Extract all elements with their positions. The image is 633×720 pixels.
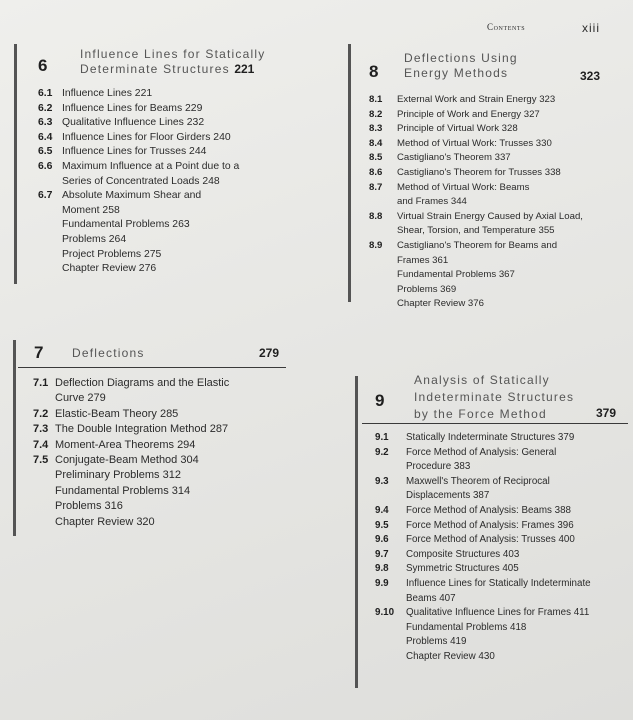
toc-entry: [38, 218, 288, 233]
section-title: Force Method of Analysis: Trusses 400: [406, 534, 575, 546]
section-number: 7.2: [33, 407, 49, 420]
toc-entry: [38, 116, 288, 131]
section-title: Chapter Review 430: [406, 650, 495, 662]
section-title: External Work and Strain Energy 323: [397, 94, 556, 105]
section-number: 6.5: [38, 146, 53, 158]
section-title: Castigliano's Theorem 337: [397, 152, 511, 164]
section-title: Deflection Diagrams and the Elastic Curve 279: [55, 377, 230, 405]
running-head: Contents: [487, 22, 526, 32]
section-title: Composite Structures 403: [406, 548, 520, 560]
toc-entry: [38, 189, 288, 218]
section-title: Castigliano's Theorem for Beams and Frames 361: [397, 239, 558, 266]
section-title: Influence Lines for Trusses 244: [62, 146, 207, 158]
toc-entry: [38, 233, 288, 248]
section-number: 9.3: [375, 475, 389, 487]
section-title: Influence Lines for Statically Indeterminate Beams 407: [406, 577, 591, 604]
section-number: 8.5: [369, 152, 383, 164]
chapter-title-line: Analysis of Statically: [414, 373, 550, 387]
toc-entry: [375, 606, 627, 621]
chapter-title-line: Deflections Using: [404, 51, 518, 65]
toc-entry: [375, 475, 627, 504]
section-number: 8.3: [369, 123, 383, 135]
divider: [18, 367, 286, 368]
toc-entry: [369, 210, 631, 239]
section-number: 6.7: [38, 190, 53, 202]
chapter-title-text: Determinate Structures: [80, 62, 230, 76]
section-list: [369, 93, 631, 312]
section-number: 9.4: [375, 504, 389, 516]
toc-entry: [375, 431, 627, 446]
section-number: 6.1: [38, 88, 53, 99]
chapter-title: [72, 346, 145, 361]
section-title: Elastic-Beam Theory 285: [55, 407, 179, 420]
chapter-title: [414, 372, 574, 423]
section-number: 9.7: [375, 548, 389, 560]
section-title: Chapter Review 376: [397, 298, 484, 310]
section-number: 9.1: [375, 432, 389, 443]
section-list: [375, 431, 627, 665]
toc-entry: [375, 635, 627, 650]
section-list: [38, 87, 288, 277]
toc-entry: [38, 145, 288, 160]
section-title: Virtual Strain Energy Caused by Axial Load, Shear, Torsion, and Temperature 355: [397, 210, 583, 237]
toc-entry: [375, 533, 627, 548]
toc-entry: [33, 438, 283, 453]
section-title: Moment-Area Theorems 294: [55, 438, 196, 451]
section-number: 8.1: [369, 94, 383, 105]
section-title: Project Problems 275: [62, 248, 162, 260]
section-title: Method of Virtual Work: Trusses 330: [397, 137, 552, 149]
section-title: Symmetric Structures 405: [406, 563, 519, 575]
toc-entry: [375, 562, 627, 577]
toc-entry: [369, 181, 631, 210]
toc-entry: [369, 137, 631, 152]
section-title: Influence Lines 221: [62, 88, 153, 99]
chapter-page: 279: [259, 346, 280, 360]
toc-entry: [375, 577, 627, 606]
page-header: [0, 22, 633, 42]
toc-entry: [369, 166, 631, 181]
section-number: 7.3: [33, 423, 49, 436]
toc-entry: [33, 484, 283, 499]
section-number: 6.3: [38, 117, 53, 129]
toc-entry: [375, 548, 627, 563]
toc-entry: [369, 268, 631, 283]
toc-entry: [369, 283, 631, 298]
toc-entry: [369, 297, 631, 312]
toc-entry: [369, 239, 631, 268]
section-title: Force Method of Analysis: Frames 396: [406, 519, 574, 531]
section-title: Preliminary Problems 312: [55, 469, 181, 482]
section-title: Influence Lines for Beams 229: [62, 102, 203, 114]
divider: [362, 423, 628, 424]
section-number: 7.4: [33, 438, 49, 451]
section-title: Fundamental Problems 418: [406, 621, 527, 633]
chapter-title-line: Indeterminate Structures: [414, 390, 575, 404]
toc-entry: [33, 453, 283, 468]
toc-entry: [375, 519, 627, 534]
section-number: 9.5: [375, 519, 389, 531]
section-title: Chapter Review 276: [62, 263, 157, 275]
section-number: 8.4: [369, 137, 383, 149]
section-title: Maximum Influence at a Point due to a Series of Concentrated Loads 248: [62, 160, 240, 187]
section-title: Problems 369: [397, 283, 457, 295]
section-number: 6.4: [38, 131, 53, 143]
section-title: Qualitative Influence Lines for Frames 411: [406, 607, 590, 619]
toc-entry: [38, 160, 288, 189]
section-title: Fundamental Problems 314: [55, 484, 191, 497]
toc-entry: [375, 621, 627, 636]
section-title: Maxwell's Theorem of Reciprocal Displacements 387: [406, 475, 550, 502]
toc-entry: [38, 102, 288, 117]
section-number: 9.9: [375, 577, 389, 589]
section-title: Qualitative Influence Lines 232: [62, 117, 205, 129]
section-title: Force Method of Analysis: General Procedure 383: [406, 446, 557, 473]
toc-entry: [38, 248, 288, 263]
section-number: 8.2: [369, 108, 383, 120]
section-title: Force Method of Analysis: Beams 388: [406, 504, 571, 516]
chapter-number: 7: [34, 343, 44, 362]
section-number: 8.9: [369, 239, 383, 251]
section-title: The Double Integration Method 287: [55, 423, 229, 436]
section-list: [33, 376, 283, 530]
section-title: Conjugate-Beam Method 304: [55, 454, 199, 467]
section-number: 7.5: [33, 454, 49, 467]
toc-entry: [33, 422, 283, 437]
section-number: 9.6: [375, 534, 389, 546]
chapter-page: 323: [580, 69, 601, 83]
toc-entry: [375, 446, 627, 475]
toc-entry: [33, 407, 283, 422]
section-number: 8.8: [369, 210, 383, 222]
chapter-title: [404, 51, 518, 81]
section-title: Principle of Virtual Work 328: [397, 123, 518, 135]
chapter-number: 9: [375, 391, 385, 410]
chapter-bar: [355, 376, 358, 688]
toc-entry: [369, 151, 631, 166]
chapter-title-line: [80, 62, 265, 77]
section-title: Problems 419: [406, 636, 467, 648]
section-title: Statically Indeterminate Structures 379: [406, 432, 575, 443]
section-number: 9.10: [375, 607, 395, 619]
chapter-title-line: Energy Methods: [404, 66, 509, 80]
toc-entry: [369, 93, 631, 108]
chapter-title: [80, 47, 265, 77]
chapter-number: 6: [38, 56, 48, 75]
toc-entry: [38, 262, 288, 277]
section-title: Influence Lines for Floor Girders 240: [62, 131, 231, 143]
toc-entry: [375, 650, 627, 665]
toc-entry: [369, 122, 631, 137]
section-title: Problems 264: [62, 233, 127, 245]
toc-entry: [375, 504, 627, 519]
chapter-page: 379: [596, 406, 617, 420]
section-title: Problems 316: [55, 500, 123, 513]
section-number: 8.7: [369, 181, 383, 193]
section-number: 8.6: [369, 166, 383, 178]
section-number: 6.6: [38, 160, 53, 172]
section-number: 9.8: [375, 563, 389, 575]
toc-entry: [33, 499, 283, 514]
section-number: 9.2: [375, 446, 389, 458]
toc-entry: [38, 87, 288, 102]
chapter-number: 8: [369, 62, 379, 81]
toc-entry: [33, 515, 283, 530]
toc-entry: [33, 468, 283, 483]
toc-entry: [369, 108, 631, 123]
section-title: Chapter Review 320: [55, 515, 155, 528]
page-number: xiii: [582, 21, 600, 35]
chapter-title-line: Deflections: [72, 346, 145, 360]
section-title: Absolute Maximum Shear and Moment 258: [62, 190, 202, 216]
chapter-bar: [13, 340, 16, 536]
section-number: 7.1: [33, 377, 49, 389]
chapter-title-line: Influence Lines for Statically: [80, 47, 266, 61]
section-title: Castigliano's Theorem for Trusses 338: [397, 166, 561, 178]
section-title: Fundamental Problems 367: [397, 269, 515, 281]
section-title: Principle of Work and Energy 327: [397, 108, 540, 120]
chapter-bar: [348, 44, 351, 302]
chapter-bar: [14, 44, 17, 284]
chapter-page: 221: [234, 62, 255, 76]
section-title: Fundamental Problems 263: [62, 219, 190, 231]
section-number: 6.2: [38, 102, 53, 114]
chapter-title-line: by the Force Method: [414, 407, 547, 421]
toc-entry: [33, 376, 283, 407]
toc-entry: [38, 131, 288, 146]
section-title: Method of Virtual Work: Beams and Frames 344: [397, 181, 530, 208]
